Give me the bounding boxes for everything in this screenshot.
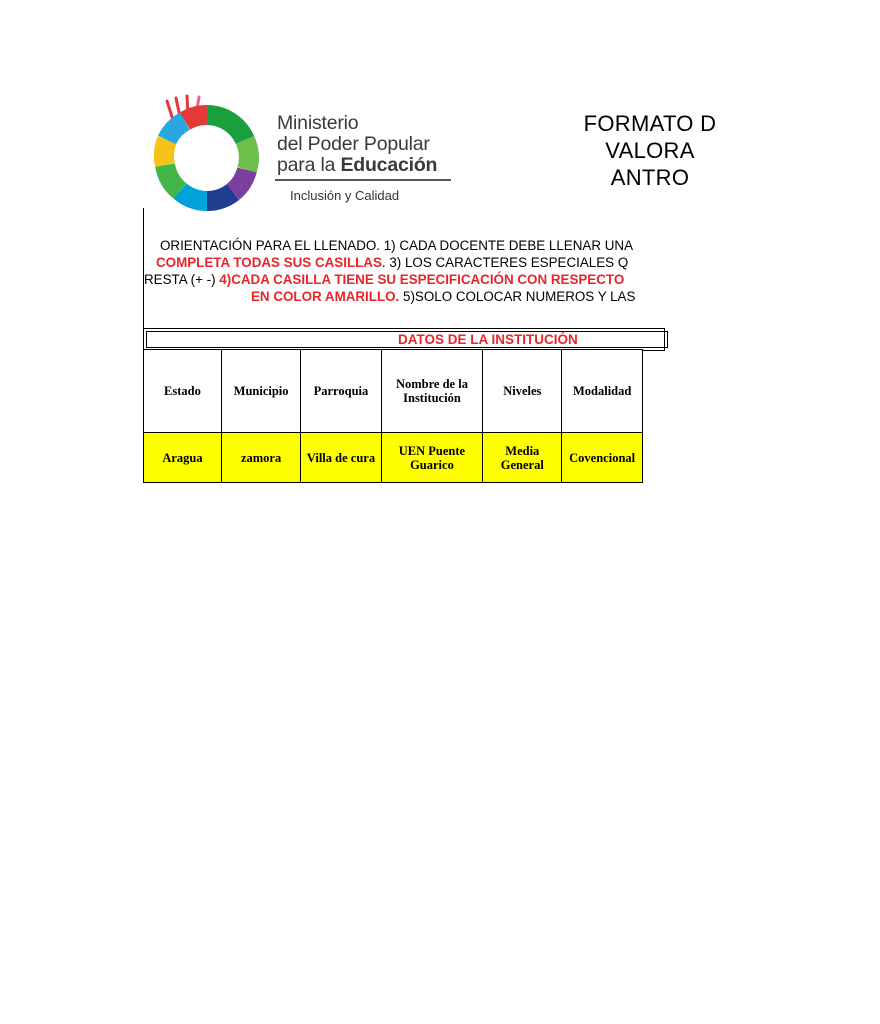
logo-tagline: Inclusión y Calidad bbox=[290, 188, 400, 203]
instructions-line-2-red: COMPLETA TODAS SUS CASILLAS bbox=[156, 255, 382, 270]
institution-table bbox=[143, 349, 643, 483]
section-header bbox=[143, 328, 665, 351]
instructions-line-4-red: EN COLOR AMARILLO. bbox=[251, 289, 400, 304]
instructions-line-2-rest: . 3) LOS CARACTERES ESPECIALES Q bbox=[381, 255, 629, 270]
instructions-line-2 bbox=[144, 254, 764, 271]
title-line-1: FORMATO D bbox=[583, 111, 717, 136]
cell-nombre-institucion[interactable]: UEN Puente Guarico bbox=[381, 433, 483, 483]
title-line-2: VALORA bbox=[605, 138, 695, 163]
cell-parroquia[interactable]: Villa de cura bbox=[301, 433, 381, 483]
header-niveles: Niveles bbox=[483, 350, 562, 433]
instructions-line-4 bbox=[144, 288, 764, 305]
logo-line-3-prefix: para la bbox=[277, 154, 341, 176]
cell-modalidad[interactable]: Covencional bbox=[562, 433, 643, 483]
logo-line-3-bold: Educación bbox=[340, 154, 438, 176]
header-nombre-institucion: Nombre de la Institución bbox=[381, 350, 483, 433]
logo-line-3 bbox=[277, 155, 437, 176]
header-parroquia: Parroquia bbox=[301, 350, 381, 433]
title-line-3: ANTRO bbox=[610, 165, 690, 190]
cell-niveles[interactable]: Media General bbox=[483, 433, 562, 483]
document-title bbox=[420, 110, 880, 191]
section-title: DATOS DE LA INSTITUCIÓN bbox=[398, 332, 578, 347]
table-row bbox=[144, 433, 643, 483]
cell-estado[interactable]: Aragua bbox=[144, 433, 222, 483]
ministry-name bbox=[277, 113, 437, 176]
ministry-logo bbox=[145, 95, 455, 207]
instructions-line-1: ORIENTACIÓN PARA EL LLENADO. 1) CADA DOCENTE DEBE LLENAR UNA bbox=[160, 238, 634, 253]
instructions-line-4-rest: 5)SOLO COLOCAR NUMEROS Y LAS bbox=[399, 289, 636, 304]
header-estado: Estado bbox=[144, 350, 222, 433]
instructions-line-3-pre: RESTA (+ -) bbox=[144, 272, 220, 287]
table-header-row bbox=[144, 350, 643, 433]
instructions-block bbox=[144, 237, 764, 305]
logo-line-2: del Poder Popular bbox=[277, 133, 430, 155]
instructions-line-3 bbox=[144, 271, 764, 288]
ministry-emblem-icon bbox=[145, 95, 275, 207]
header-modalidad: Modalidad bbox=[562, 350, 643, 433]
logo-line-1: Ministerio bbox=[277, 112, 359, 134]
cell-municipio[interactable]: zamora bbox=[221, 433, 300, 483]
header-municipio: Municipio bbox=[221, 350, 300, 433]
instructions-line-3-red: 4)CADA CASILLA TIENE SU ESPECIFICACIÓN CON RESPECTO bbox=[219, 272, 625, 287]
